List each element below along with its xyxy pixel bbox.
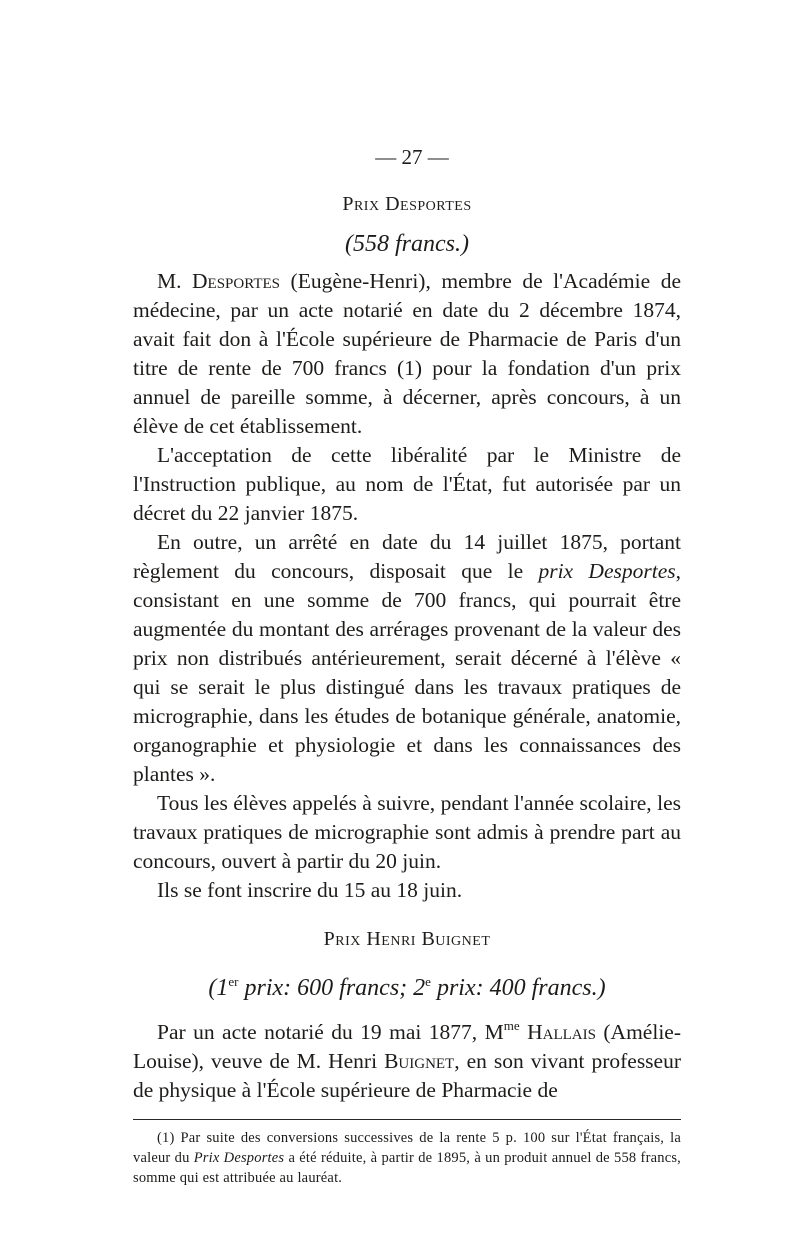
paragraph-text: (Amélie-Louise), veuve de M. Henri	[133, 1020, 681, 1073]
prize-name: Prix Desportes	[193, 1150, 285, 1166]
superscript: me	[503, 1018, 520, 1033]
superscript: e	[425, 974, 431, 989]
paragraph-text: Par un acte notarié du 19 mai 1877, M	[157, 1020, 504, 1044]
section-title-prix-henri-buignet	[133, 925, 681, 953]
person-name: Hallais	[527, 1020, 596, 1044]
page-number: — 27 —	[375, 145, 449, 169]
paragraph	[133, 528, 681, 789]
title-prefix: Prix	[323, 928, 361, 950]
prize-amount	[133, 965, 681, 1005]
paragraph-text: (Eugène-Henri), membre de l'Académie de médecine, par un acte notarié en date du 2 décembre 1874, avait fait don à l'École supérieure de Pharmacie de Paris d'un titre de rente de 700 francs (1) pour la fondation d'un prix annuel de pareille somme, à décerner, après concours, à un élève de cet établissement.	[133, 269, 681, 438]
title-name: Desportes	[385, 193, 472, 215]
paragraph: Tous les élèves appelés à suivre, pendant l'année scolaire, les travaux pratiques de micrographie sont admis à prendre part au concours, ouvert à partir du 20 juin.	[133, 791, 681, 873]
title-prefix: Prix	[342, 193, 380, 215]
prize-amount: (558 francs.)	[345, 231, 469, 257]
paragraph: Ils se font inscrire du 15 au 18 juin.	[157, 878, 463, 902]
prize-name: prix Desportes	[538, 559, 676, 583]
superscript: er	[228, 974, 239, 989]
paragraph	[133, 1011, 681, 1105]
footnote-text: a été réduite, à partir de 1895, à un produit annuel de 558 francs, somme qui est attribuée au lauréat.	[133, 1150, 681, 1186]
paragraph-text: En outre, un arrêté en date du 14 juillet 1875, portant règlement du concours, disposait que le	[133, 530, 681, 583]
paragraph-text: , consistant en une somme de 700 francs, qui pourrait être augmentée du montant des arrérages provenant de la valeur des prix non distribués antérieurement, serait décerné à l'élève « qui se serait le plus distingué dans les travaux pratiques de micrographie, dans les études de botanique générale, anatomie, organographie et physiologie et dans les connaissances des plantes ».	[133, 559, 681, 786]
footnote	[133, 1128, 681, 1188]
amount-text: (1	[208, 975, 229, 1001]
amount-text: prix: 400 francs.)	[430, 975, 606, 1001]
section-title-prix-desportes	[133, 190, 681, 218]
title-name: Henri Buignet	[366, 928, 491, 950]
paragraph	[133, 267, 681, 441]
footnote-text: (1) Par suite des conversions successives de la rente 5 p. 100 sur l'État français, la valeur du	[133, 1130, 681, 1166]
page-content	[133, 142, 681, 1188]
paragraph-text: , en son vivant professeur de physique à l'École supérieure de Pharmacie de	[133, 1049, 682, 1102]
amount-text: prix: 600 francs; 2	[238, 975, 426, 1001]
person-name: M. Desportes	[157, 269, 281, 293]
person-name: Buignet	[384, 1049, 455, 1073]
paragraph: L'acceptation de cette libéralité par le Ministre de l'Instruction publique, au nom de l'État, fut autorisée par un décret du 22 janvier 1875.	[133, 443, 681, 525]
footnote-divider	[133, 1119, 681, 1120]
